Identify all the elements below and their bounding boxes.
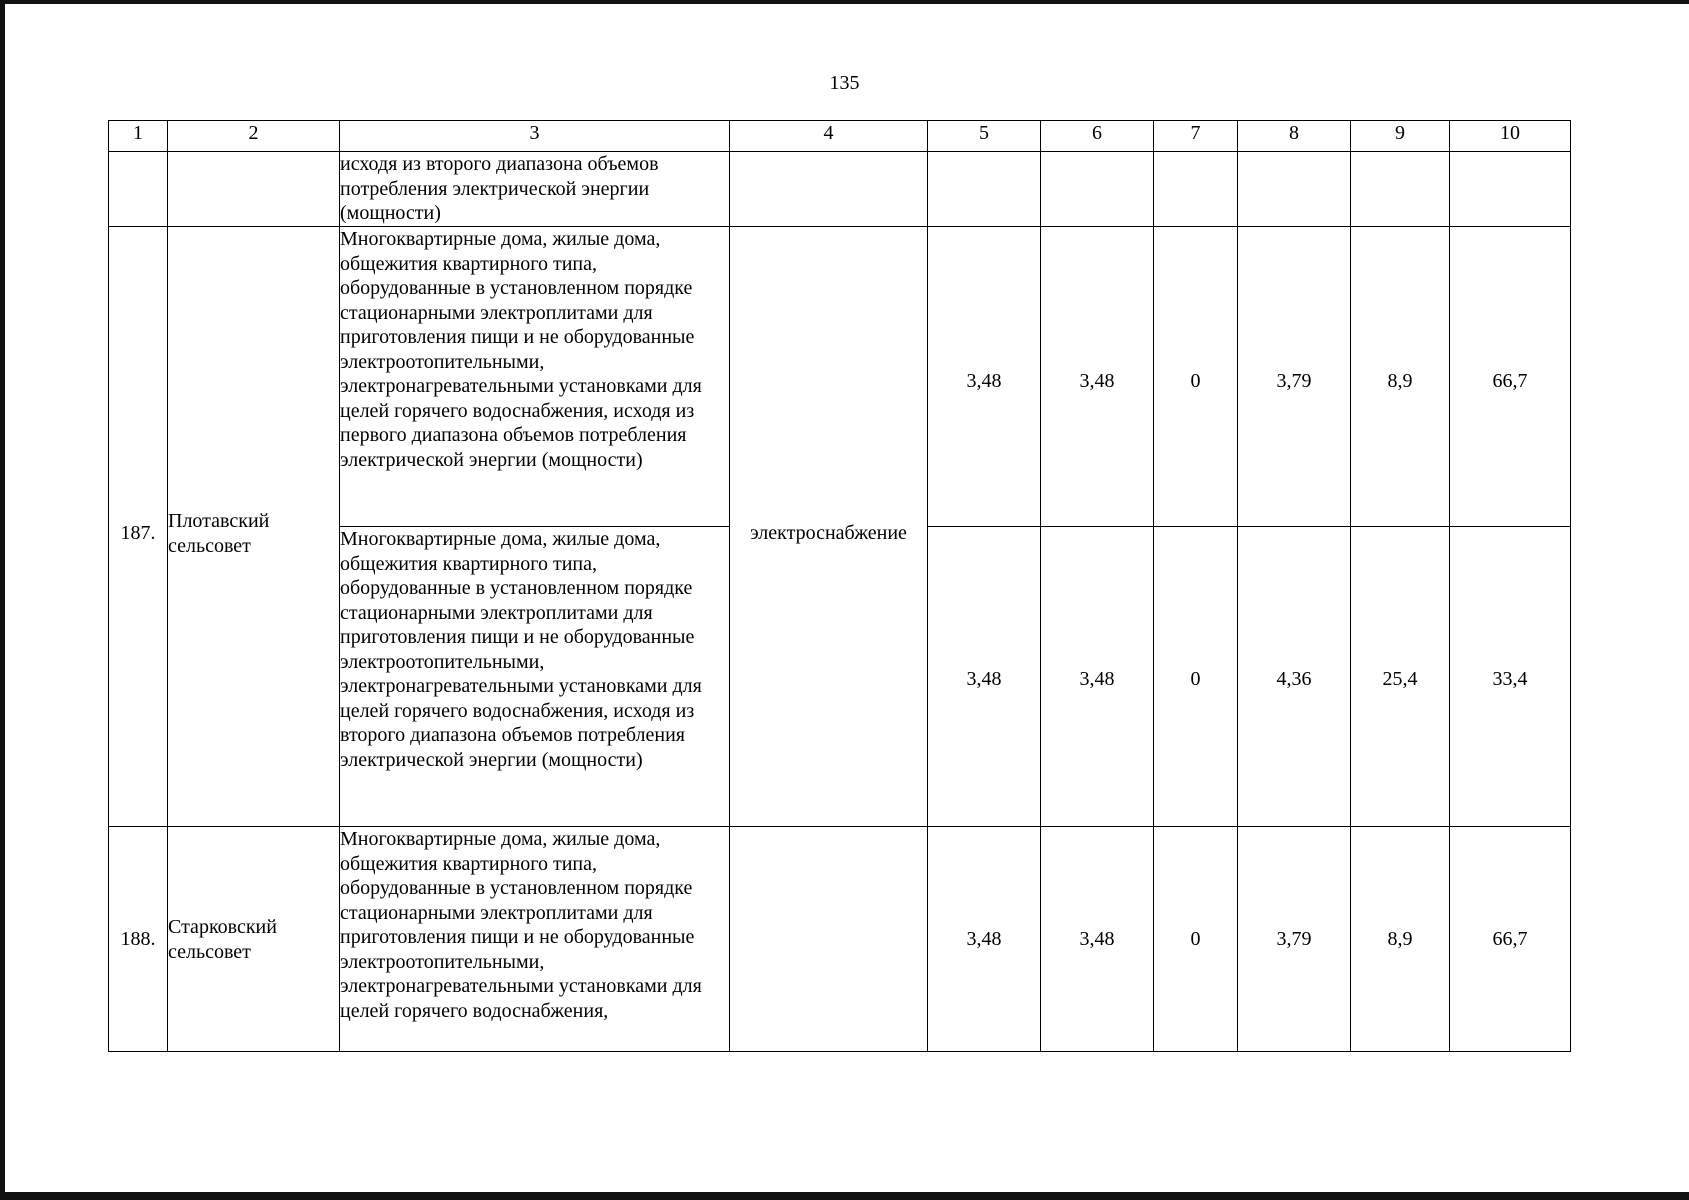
header-col-3: 3 bbox=[340, 121, 730, 152]
scan-edge-top bbox=[0, 0, 1689, 4]
header-col-5: 5 bbox=[928, 121, 1041, 152]
value-col-7: 0 bbox=[1154, 227, 1238, 527]
settlement-name: Старковский сельсовет bbox=[168, 827, 340, 1052]
value-col-8: 3,79 bbox=[1238, 227, 1351, 527]
cell-empty bbox=[1450, 152, 1571, 227]
tariff-table bbox=[108, 120, 1571, 1052]
value-col-10: 33,4 bbox=[1450, 527, 1571, 827]
row-description: Многоквартирные дома, жилые дома, общежития квартирного типа, оборудованные в установленном порядке стационарными электроплитами для приготовления пищи и не оборудованные электроотопительными, электронагревательными установками для целей горячего водоснабжения, исходя из второго диапазона объемов потребления электрической энергии (мощности) bbox=[340, 527, 730, 827]
value-col-9: 8,9 bbox=[1351, 827, 1450, 1052]
header-col-1: 1 bbox=[109, 121, 168, 152]
scan-edge-left bbox=[0, 0, 5, 1200]
value-col-7: 0 bbox=[1154, 527, 1238, 827]
value-col-6: 3,48 bbox=[1041, 827, 1154, 1052]
cell-empty bbox=[730, 152, 928, 227]
value-col-5: 3,48 bbox=[928, 527, 1041, 827]
value-col-8: 4,36 bbox=[1238, 527, 1351, 827]
row-description: Многоквартирные дома, жилые дома, общежития квартирного типа, оборудованные в установленном порядке стационарными электроплитами для приготовления пищи и не оборудованные электроотопительными, электронагревательными установками для целей горячего водоснабжения, bbox=[340, 827, 730, 1052]
row-number: 188. bbox=[109, 827, 168, 1052]
header-col-10: 10 bbox=[1450, 121, 1571, 152]
cell-empty bbox=[1041, 152, 1154, 227]
cell-empty bbox=[1351, 152, 1450, 227]
value-col-5: 3,48 bbox=[928, 227, 1041, 527]
cell-empty bbox=[928, 152, 1041, 227]
table-row bbox=[109, 827, 1571, 1052]
value-col-10: 66,7 bbox=[1450, 227, 1571, 527]
service-type bbox=[730, 827, 928, 1052]
header-col-8: 8 bbox=[1238, 121, 1351, 152]
header-col-6: 6 bbox=[1041, 121, 1154, 152]
header-col-9: 9 bbox=[1351, 121, 1450, 152]
settlement-name: Плотавский сельсовет bbox=[168, 227, 340, 827]
value-col-6: 3,48 bbox=[1041, 227, 1154, 527]
continuation-description: исходя из второго диапазона объемов потребления электрической энергии (мощности) bbox=[340, 152, 730, 227]
header-col-4: 4 bbox=[730, 121, 928, 152]
cell-empty bbox=[1154, 152, 1238, 227]
scan-edge-bottom bbox=[0, 1192, 1689, 1200]
value-col-9: 25,4 bbox=[1351, 527, 1450, 827]
service-type: электроснабжение bbox=[730, 227, 928, 827]
value-col-5: 3,48 bbox=[928, 827, 1041, 1052]
cell-empty bbox=[1238, 152, 1351, 227]
cell-empty bbox=[109, 152, 168, 227]
value-col-9: 8,9 bbox=[1351, 227, 1450, 527]
value-col-7: 0 bbox=[1154, 827, 1238, 1052]
cell-empty bbox=[168, 152, 340, 227]
header-row bbox=[109, 121, 1571, 152]
value-col-6: 3,48 bbox=[1041, 527, 1154, 827]
value-col-10: 66,7 bbox=[1450, 827, 1571, 1052]
row-number: 187. bbox=[109, 227, 168, 827]
page-number: 135 bbox=[829, 72, 860, 94]
header-col-7: 7 bbox=[1154, 121, 1238, 152]
row-description: Многоквартирные дома, жилые дома, общежития квартирного типа, оборудованные в установленном порядке стационарными электроплитами для приготовления пищи и не оборудованные электроотопительными, электронагревательными установками для целей горячего водоснабжения, исходя из первого диапазона объемов потребления электрической энергии (мощности) bbox=[340, 227, 730, 527]
table-row bbox=[109, 227, 1571, 527]
continuation-row bbox=[109, 152, 1571, 227]
header-col-2: 2 bbox=[168, 121, 340, 152]
value-col-8: 3,79 bbox=[1238, 827, 1351, 1052]
